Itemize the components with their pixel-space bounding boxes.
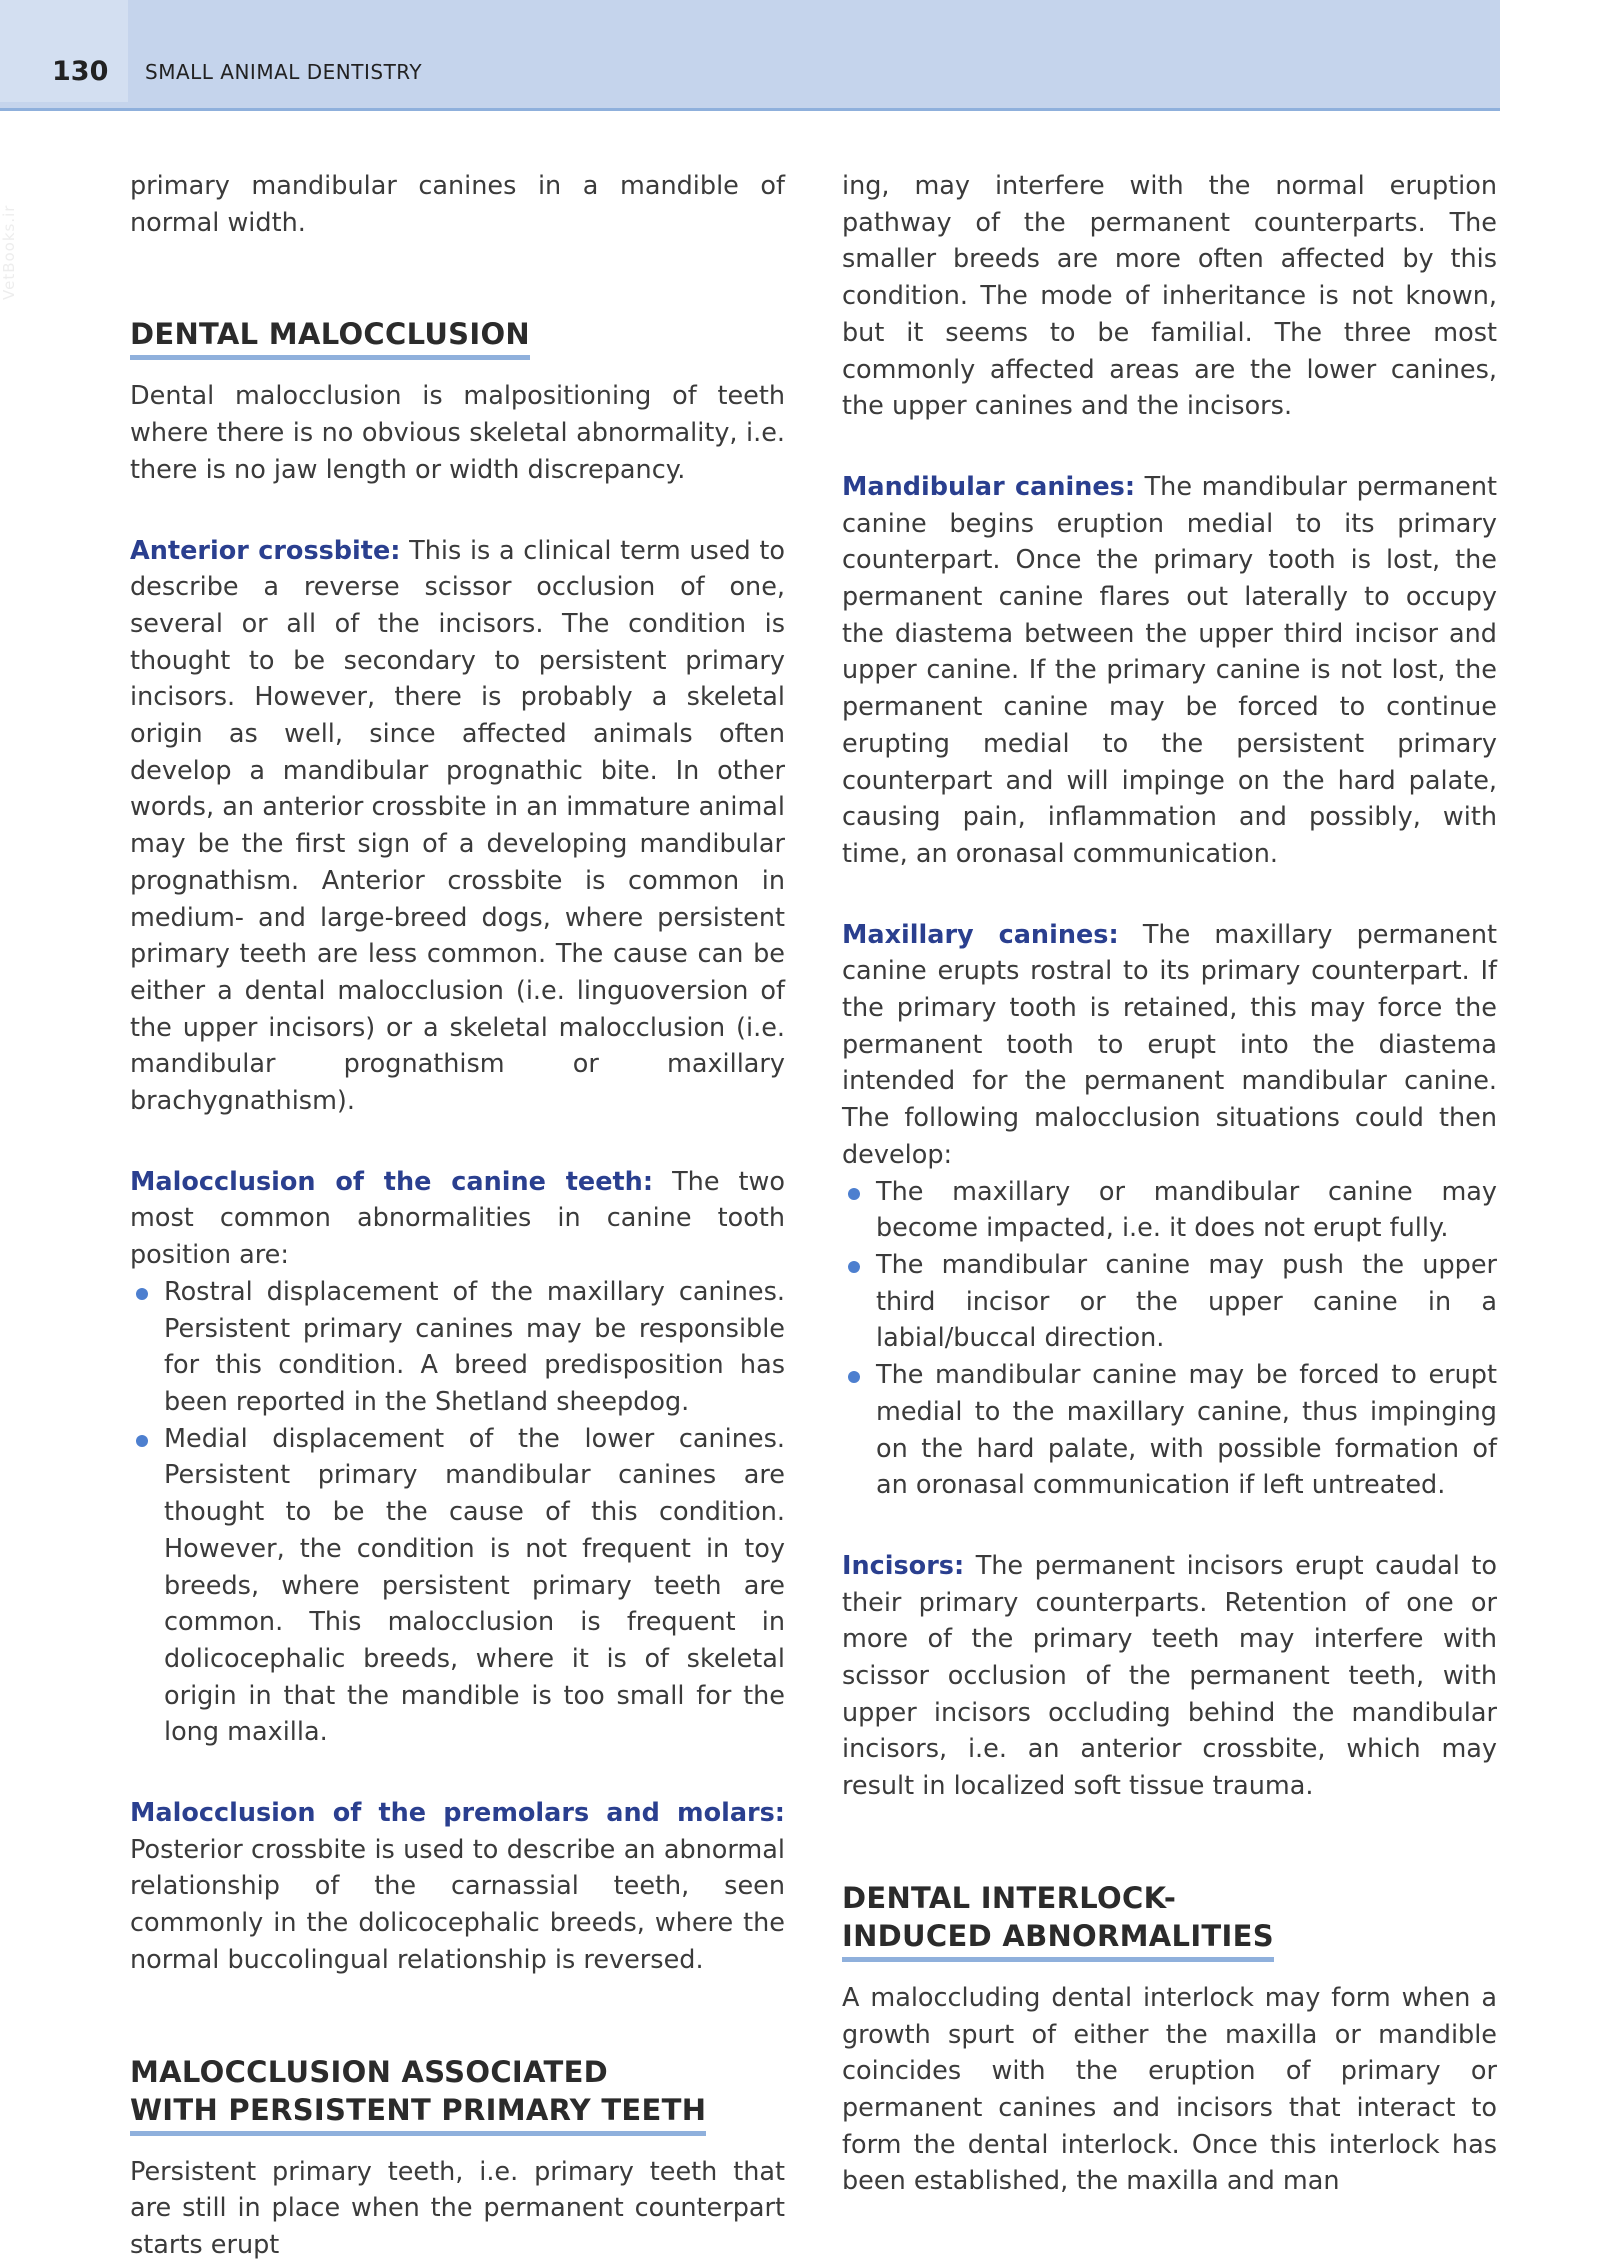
anterior-crossbite-text: This is a clinical term used to describe a reverse scissor occlusion of one, several or all of the incisors. The condition is thought to be secondary to persistent primary incisors. However, there is probably a skeletal origin as well, since affected animals often develop a mandibular prognathic bite. In other words, an anterior crossbite in an immature animal may be the first sign of a developing mandibular prognathism. Anterior crossbite is common in medium- and large-breed dogs, where persistent primary teeth are less common. The cause can be either a dental malocclusion (i.e. linguoversion of the upper incisors) or a skeletal malocclusion (i.e. mandibular prognathism or maxillary brachygnathism). <box>130 535 785 1117</box>
list-item <box>842 1247 1497 1357</box>
heading-line-2: INDUCED ABNORMALITIES <box>842 1918 1274 1953</box>
canine-malocclusion-lead: Malocclusion of the canine teeth: <box>130 1166 654 1197</box>
anterior-crossbite-lead: Anterior crossbite: <box>130 535 401 566</box>
mandibular-canines-paragraph <box>842 469 1497 873</box>
list-item-text: The mandibular canine may push the upper third incisor or the upper canine in a labial/buccal direction. <box>876 1249 1497 1354</box>
maxillary-canines-list <box>842 1174 1497 1504</box>
list-item-text: The maxillary or mandibular canine may become impacted, i.e. it does not erupt fully. <box>876 1176 1497 1244</box>
dental-malocclusion-heading: DENTAL MALOCCLUSION <box>130 315 530 360</box>
canine-malocclusion-paragraph <box>130 1164 785 1274</box>
bullet-icon <box>848 1371 860 1383</box>
header-band <box>0 0 1500 111</box>
mandibular-canines-text: The mandibular permanent canine begins eruption medial to its primary counterpart. Once the primary tooth is lost, the permanent canine flares out laterally to occupy the diastema between the upper third incisor and upper canine. If the primary canine is not lost, the permanent canine may be forced to continue erupting medial to the persistent primary counterpart and will impinge on the hard palate, causing pain, inflammation and possibly, with time, an oronasal communication. <box>842 471 1497 869</box>
bullet-icon <box>136 1435 148 1447</box>
maxillary-canines-lead: Maxillary canines: <box>842 919 1119 950</box>
canine-malocclusion-text: The two most common abnormalities in canine tooth position are: <box>130 1166 786 1271</box>
bullet-icon <box>848 1261 860 1273</box>
anterior-crossbite-paragraph <box>130 533 785 1120</box>
heading-line-1: MALOCCLUSION ASSOCIATED <box>130 2054 609 2089</box>
premolars-molars-lead: Malocclusion of the premolars and molars: <box>130 1798 785 1829</box>
intro-fragment: primary mandibular canines in a mandible of normal width. <box>130 171 785 238</box>
list-item-text: Medial displacement of the lower canines. Persistent primary mandibular canines are thought to be the cause of this condition. However, the condition is not frequent in toy breeds, where persistent primary teeth are common. This malocclusion is frequent in dolicocephalic breeds, where it is of skeletal origin in that the mandible is too small for the long maxilla. <box>164 1423 785 1748</box>
maxillary-canines-text: The maxillary permanent canine erupts rostral to its primary counterpart. If the primary tooth is retained, this may force the permanent tooth to erupt into the diastema intended for the permanent mandibular canine. The following malocclusion situations could then develop: <box>842 919 1497 1170</box>
interlock-heading <box>842 1879 1274 1962</box>
right-column <box>842 168 1497 2200</box>
incisors-text: The permanent incisors erupt caudal to their primary counterparts. Retention of one or more of the primary teeth may interfere with scissor occlusion of the permanent teeth, with upper incisors occluding behind the mandibular incisors, i.e. an anterior crossbite, which may result in localized soft tissue trauma. <box>842 1550 1497 1802</box>
bullet-icon <box>136 1288 148 1300</box>
dental-malocclusion-heading-wrap <box>130 315 785 360</box>
interlock-text: A maloccluding dental interlock may form when a growth spurt of either the maxilla or mandible coincides with the eruption of primary or permanent canines and incisors that interact to form the dental interlock. Once this interlock has been established, the maxilla and man <box>842 1982 1497 2197</box>
mandibular-canines-lead: Mandibular canines: <box>842 471 1136 502</box>
list-item <box>130 1274 785 1421</box>
persistent-primary-text: Persistent primary teeth, i.e. primary teeth that are still in place when the permanent counterpart starts erupt <box>130 2156 785 2260</box>
list-item <box>842 1174 1497 1247</box>
watermark: VetBooks.ir <box>0 204 18 300</box>
list-item-text: The mandibular canine may be forced to erupt medial to the maxillary canine, thus impinging on the hard palate, with possible formation of an oronasal communication if left untreated. <box>876 1360 1497 1501</box>
persistent-primary-heading <box>130 2053 706 2136</box>
list-item-text: Rostral displacement of the maxillary canines. Persistent primary canines may be responsible for this condition. A breed predisposition has been reported in the Shetland sheepdog. <box>164 1276 785 1417</box>
page-number: 130 <box>52 56 109 87</box>
maxillary-canines-paragraph <box>842 917 1497 1174</box>
premolars-molars-text: Posterior crossbite is used to describe an abnormal relationship of the carnassial teeth, seen commonly in the dolicocephalic breeds, where the normal buccolingual relationship is reversed. <box>130 1834 785 1975</box>
interlock-heading-wrap <box>842 1879 1497 1962</box>
dental-malocclusion-text: Dental malocclusion is malpositioning of teeth where there is no obvious skeletal abnormality, i.e. there is no jaw length or width discrepancy. <box>130 381 785 485</box>
bullet-icon <box>848 1188 860 1200</box>
persistent-primary-heading-wrap <box>130 2053 785 2136</box>
list-item <box>130 1421 785 1751</box>
canine-malocclusion-list <box>130 1274 785 1751</box>
incisors-lead: Incisors: <box>842 1550 965 1581</box>
continuation-text: ing, may interfere with the normal eruption pathway of the permanent counterparts. The smaller breeds are more often affected by this condition. The mode of inheritance is not known, but it seems to be familial. The three most commonly affected areas are the lower canines, the upper canines and the incisors. <box>842 171 1497 422</box>
heading-line-1: DENTAL INTERLOCK- <box>842 1880 1177 1915</box>
premolars-molars-paragraph <box>130 1795 785 1979</box>
heading-line-2: WITH PERSISTENT PRIMARY TEETH <box>130 2092 707 2127</box>
left-column <box>130 168 785 2264</box>
running-title: SMALL ANIMAL DENTISTRY <box>145 60 423 84</box>
incisors-paragraph <box>842 1548 1497 1805</box>
list-item <box>842 1357 1497 1504</box>
